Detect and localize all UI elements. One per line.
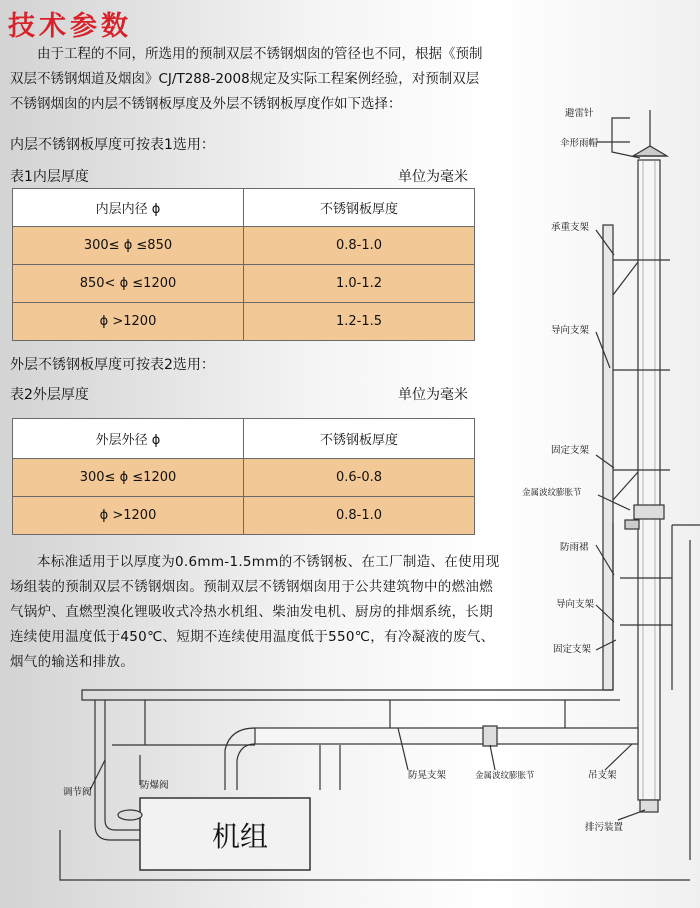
table1-header-thickness: 不锈钢板厚度 <box>244 189 475 227</box>
label-fixed-support-2: 固定支架 <box>553 644 592 655</box>
table2-caption: 表2外层厚度 <box>10 387 89 403</box>
table2-unit: 单位为毫米 <box>398 387 468 403</box>
label-guide-support-1: 导向支架 <box>551 325 590 336</box>
label-hanger: 吊支架 <box>588 770 617 781</box>
label-guide-support-2: 导向支架 <box>556 599 595 610</box>
table2-cell: 0.6-0.8 <box>244 459 475 497</box>
table2-intro: 外层不锈钢板厚度可按表2选用： <box>10 357 215 373</box>
chimney-pipe <box>638 160 660 800</box>
page-title: 技术参数 <box>8 11 132 42</box>
table1-cell: ϕ >1200 <box>13 303 244 341</box>
label-rain-cap: 伞形雨帽 <box>560 138 599 149</box>
table1-intro: 内层不锈钢板厚度可按表1选用： <box>10 137 215 153</box>
label-drain-device: 排污装置 <box>585 822 624 833</box>
table1-header-diameter: 内层内径 ϕ <box>13 189 244 227</box>
table1-caption: 表1内层厚度 <box>10 169 89 185</box>
label-load-support: 承重支架 <box>551 222 590 233</box>
table1-cell: 0.8-1.0 <box>244 227 475 265</box>
label-rain-skirt: 防雨裙 <box>560 542 589 553</box>
label-damper: 调节阀 <box>63 787 92 798</box>
table2-cell: ϕ >1200 <box>13 497 244 535</box>
table1-cell: 850< ϕ ≤1200 <box>13 265 244 303</box>
table1-cell: 300≤ ϕ ≤850 <box>13 227 244 265</box>
label-expansion-joint-1: 金属波纹膨胀节 <box>522 488 582 498</box>
label-sway-support: 防晃支架 <box>408 770 447 781</box>
table2-header-thickness: 不锈钢板厚度 <box>244 419 475 459</box>
intro-paragraph: 由于工程的不同，所选用的预制双层不锈钢烟囱的管径也不同，根据《预制双层不锈钢烟道及烟囱》CJ/T288-2008规定及实际工程案例经验，对预制双层不锈钢烟囱的内层不锈钢板厚度及外层不锈钢板厚度作如下选择： <box>10 46 483 112</box>
table1-cell: 1.2-1.5 <box>244 303 475 341</box>
rain-cap <box>633 146 667 156</box>
unit-label: 机组 <box>212 820 269 853</box>
label-fixed-support-1: 固定支架 <box>551 445 590 456</box>
expansion-joint <box>634 505 664 519</box>
table2-header-diameter: 外层外径 ϕ <box>13 419 244 459</box>
table1-cell: 1.0-1.2 <box>244 265 475 303</box>
scope-paragraph: 本标准适用于以厚度为0.6mm-1.5mm的不锈钢板、在工厂制造、在使用现场组装的预制双层不锈钢烟囱。预制双层不锈钢烟囱用于公共建筑物中的燃油燃气锅炉、直燃型溴化锂吸收式冷热水机组、柴油发电机、厨房的排烟系统，长期连续使用温度低于450℃、短期不连续使用温度低于550℃，有冷凝液的废气、烟气的输送和排放。 <box>10 554 500 670</box>
label-lightning-rod: 避雷针 <box>565 108 594 119</box>
horizontal-flue <box>255 728 638 744</box>
table1-unit: 单位为毫米 <box>398 169 468 185</box>
table2-cell: 300≤ ϕ ≤1200 <box>13 459 244 497</box>
table2-cell: 0.8-1.0 <box>244 497 475 535</box>
label-explosion-valve: 防爆阀 <box>140 780 169 791</box>
label-expansion-joint-2: 金属波纹膨胀节 <box>475 771 535 781</box>
